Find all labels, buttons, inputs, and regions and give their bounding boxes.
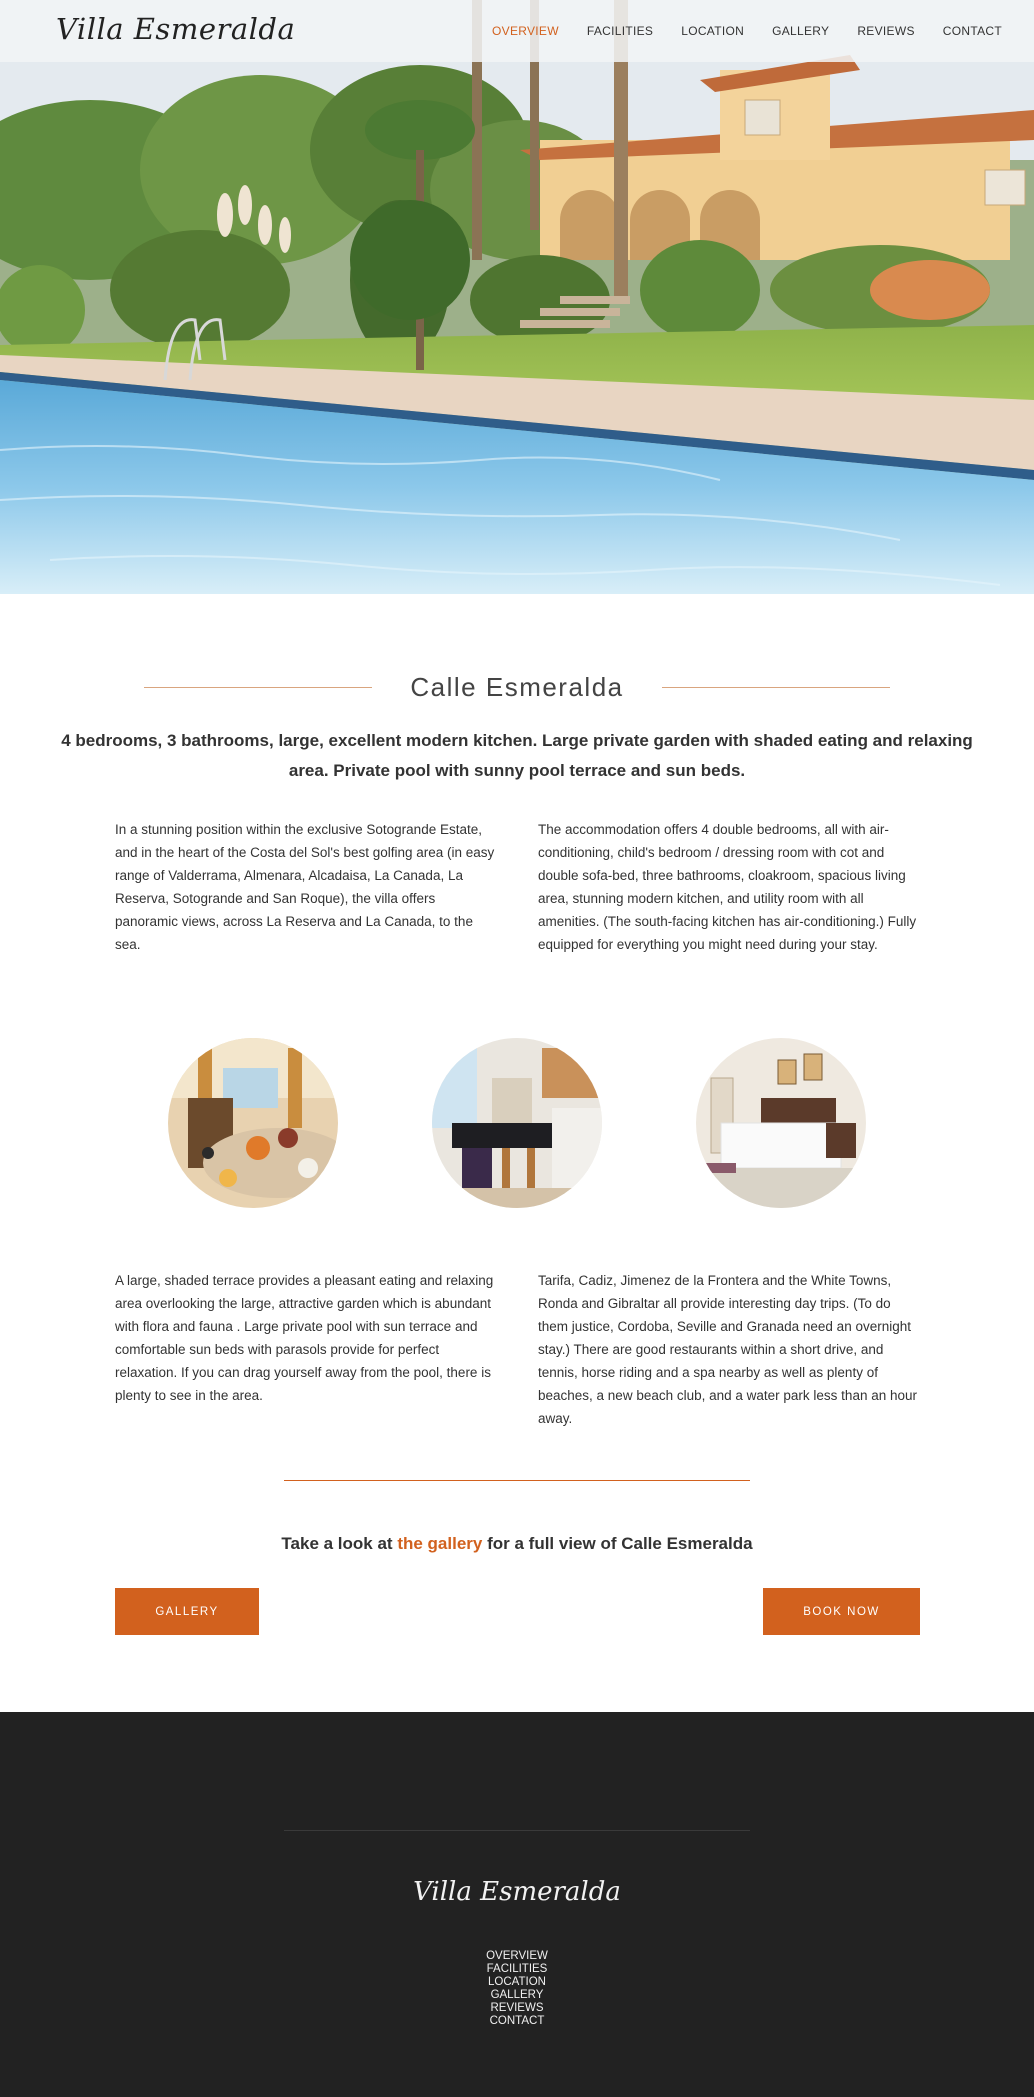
nav-reviews[interactable]: REVIEWS — [857, 24, 915, 38]
cta-prefix: Take a look at — [281, 1534, 398, 1553]
nav-location[interactable]: LOCATION — [681, 24, 745, 38]
gallery-link[interactable]: the gallery — [397, 1534, 483, 1553]
site-footer — [0, 1712, 1034, 2097]
nav-facilities[interactable]: FACILITIES — [586, 24, 654, 38]
paragraph-accommodation: The accommodation offers 4 double bedrooms, all with air-conditioning, child's bedroom / dressing room with cot and double sofa-bed, three bathrooms, cloakroom, spacious living area, stunning modern kitchen, and utility room with all amenities. (The south-facing kitchen has air-conditioning.) Fully equipped for everything you might need during your stay. — [538, 822, 917, 952]
footer-brand-logo[interactable]: Villa Esmeralda — [413, 1877, 621, 1907]
cta-suffix: for a full view of Calle Esmeralda — [482, 1534, 753, 1553]
top-navbar — [0, 0, 1034, 62]
lead-summary: 4 bedrooms, 3 bathrooms, large, excellent modern kitchen. Large private garden with shaded eating and relaxing area. Private pool with sunny pool terrace and sun beds. — [61, 731, 973, 780]
main-nav — [464, 24, 1002, 38]
footer-link-location[interactable]: LOCATION — [488, 1976, 546, 1988]
section-title-row — [0, 672, 1034, 702]
nav-overview[interactable]: OVERVIEW — [492, 24, 559, 38]
hero-image — [0, 0, 1034, 594]
book-now-button[interactable]: BOOK NOW — [763, 1588, 920, 1635]
footer-link-contact[interactable]: CONTACT — [489, 2015, 545, 2027]
terrace-dining-photo — [168, 1038, 338, 1208]
footer-link-facilities[interactable]: FACILITIES — [486, 1963, 548, 1975]
footer-link-reviews[interactable]: REVIEWS — [490, 2002, 544, 2014]
villa-pool-photo — [0, 0, 1034, 594]
bedroom-photo — [696, 1038, 866, 1208]
footer-divider — [284, 1830, 750, 1831]
gallery-button[interactable]: GALLERY — [115, 1588, 259, 1635]
footer-nav — [0, 1950, 1034, 2028]
title-line-right — [662, 687, 890, 688]
brand-logo[interactable]: Villa Esmeralda — [56, 12, 296, 46]
nav-gallery[interactable]: GALLERY — [772, 24, 830, 38]
paragraph-location: In a stunning position within the exclusive Sotogrande Estate, and in the heart of the Costa del Sol's best golfing area (in easy range of Valderrama, Almenara, Alcadaisa, La Canada, La Reserva, Sotogrande and San Roque), the villa offers panoramic views, across La Reserva and La Canada, to the sea. — [115, 822, 495, 952]
gallery-cta-text — [0, 1534, 1034, 1554]
section-divider — [284, 1480, 750, 1481]
paragraph-terrace: A large, shaded terrace provides a pleasant eating and relaxing area overlooking the large, attractive garden which is abundant with flora and fauna . Large private pool with sun terrace and comfortable sun beds with parasols provide for perfect relaxation. If you can drag yourself away from the pool, there is plenty to see in the area. — [115, 1273, 494, 1403]
page-title: Calle Esmeralda — [410, 672, 624, 702]
footer-link-overview[interactable]: OVERVIEW — [486, 1950, 548, 1962]
paragraph-day-trips: Tarifa, Cadiz, Jimenez de la Frontera and the White Towns, Ronda and Gibraltar all provide interesting day trips. (To do them justice, Cordoba, Seville and Granada need an overnight stay.) There are good restaurants within a short drive, and tennis, horse riding and a spa nearby as well as plenty of beaches, a new beach club, and a water park less than an hour away. — [538, 1273, 917, 1426]
nav-contact[interactable]: CONTACT — [942, 24, 1002, 38]
kitchen-photo — [432, 1038, 602, 1208]
footer-link-gallery[interactable]: GALLERY — [490, 1989, 544, 2001]
